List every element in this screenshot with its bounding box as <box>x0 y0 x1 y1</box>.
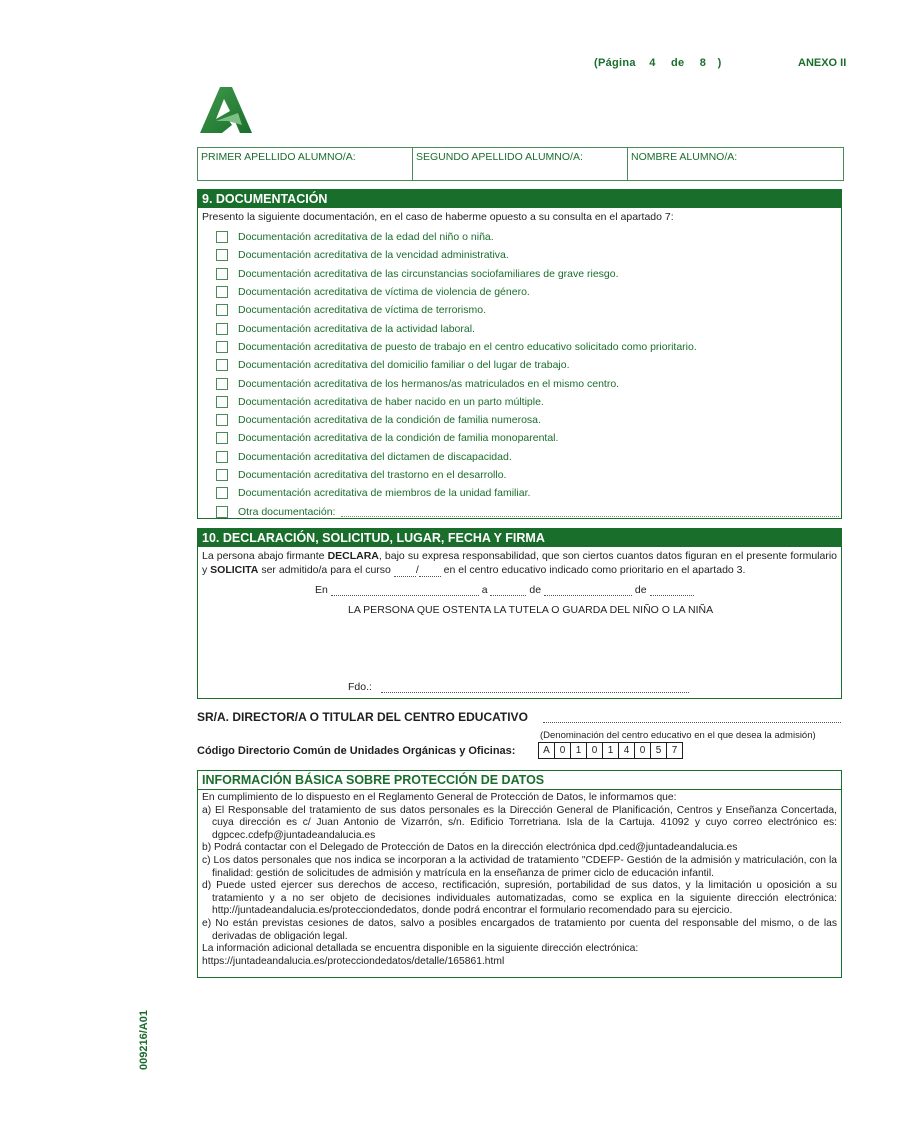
checkbox[interactable] <box>216 378 228 390</box>
otra-documentacion-label: Otra documentación: <box>238 505 336 518</box>
list-item <box>198 338 841 356</box>
proteccion-body <box>198 790 841 972</box>
student-name-fields <box>197 147 844 181</box>
code-char: A <box>539 743 555 758</box>
segundo-apellido-field[interactable] <box>413 148 628 180</box>
code-char: 7 <box>671 745 678 756</box>
checkbox[interactable] <box>216 249 228 261</box>
lugar-fecha-row <box>315 584 694 596</box>
list-item <box>198 411 841 429</box>
page-total: 8 <box>699 57 707 69</box>
checkbox[interactable] <box>216 487 228 499</box>
curso-slash: / <box>415 564 419 576</box>
dia-input[interactable] <box>490 595 526 596</box>
documentacion-list <box>198 228 841 521</box>
list-item-label: Documentación acreditativa de la edad del niño o niña. <box>238 231 494 244</box>
anio-input[interactable] <box>650 595 694 596</box>
primer-apellido-label: PRIMER APELLIDO ALUMNO/A: <box>201 151 356 163</box>
list-item-label: Documentación acreditativa de la actividad laboral. <box>238 322 475 335</box>
primer-apellido-field[interactable] <box>198 148 413 180</box>
list-item-label: Documentación acreditativa de miembros de la unidad familiar. <box>238 487 531 500</box>
code-char: 1 <box>603 743 619 758</box>
code-char: 0 <box>555 743 571 758</box>
solicita-bold: SOLICITA <box>210 564 259 576</box>
code-char: 4 <box>619 743 635 758</box>
checkbox[interactable] <box>216 506 228 518</box>
list-item <box>198 319 841 337</box>
section-declaracion <box>197 528 842 699</box>
nombre-label: NOMBRE ALUMNO/A: <box>631 151 738 163</box>
page-suffix: ) <box>717 57 722 69</box>
proteccion-item: c) Los datos personales que nos indica se incorporan a la actividad de tratamiento "CDEFP- Gestión de la admisión y matriculación, con la finalidad: gestión de solicitudes de admisión y matrícula en la enseñanza de primer ciclo de educación infantil. <box>202 854 837 879</box>
documentacion-intro: Presento la siguiente documentación, en el caso de haberme opuesto a su consulta en el apartado 7: <box>202 211 674 223</box>
tutela-label: LA PERSONA QUE OSTENTA LA TUTELA O GUARDA DEL NIÑO O LA NIÑA <box>348 604 714 616</box>
list-item-label: Documentación acreditativa de la condición de familia numerosa. <box>238 414 541 427</box>
firma-input[interactable] <box>381 692 689 693</box>
page-number: 4 <box>649 57 656 69</box>
list-item <box>198 356 841 374</box>
code-char: 0 <box>587 743 603 758</box>
nombre-field[interactable] <box>628 148 843 180</box>
list-item-label: Documentación acreditativa de la vencidad administrativa. <box>238 249 509 262</box>
list-item <box>198 265 841 283</box>
section-documentacion <box>197 189 842 519</box>
list-item-label: Documentación acreditativa de la condición de familia monoparental. <box>238 432 559 445</box>
en-label: En <box>315 584 328 596</box>
decl-text-4: en el centro educativo indicado como prioritario en el apartado 3. <box>440 564 746 576</box>
proteccion-intro: En cumplimiento de lo dispuesto en el Reglamento General de Protección de Datos, le informamos que: <box>202 792 677 803</box>
code-char: 1 <box>571 743 587 758</box>
list-item <box>198 228 841 246</box>
code-char: 0 <box>635 743 651 758</box>
centro-educativo-input[interactable] <box>543 722 841 723</box>
mes-input[interactable] <box>544 595 632 596</box>
list-item <box>198 429 841 447</box>
list-item <box>198 466 841 484</box>
list-item-label: Documentación acreditativa de las circunstancias sociofamiliares de grave riesgo. <box>238 267 619 280</box>
checkbox[interactable] <box>216 231 228 243</box>
otra-documentacion-input[interactable] <box>341 506 839 517</box>
section-10-title: 10. DECLARACIÓN, SOLICITUD, LUGAR, FECHA Y FIRMA <box>198 529 841 547</box>
decl-text-3: ser admitido/a para el curso <box>258 564 394 576</box>
codigo-directorio-boxes <box>538 742 683 759</box>
proteccion-url-link[interactable]: https://juntadeandalucia.es/protecciondedatos/detalle/165861.html <box>202 955 505 967</box>
lugar-input[interactable] <box>331 595 479 596</box>
checkbox[interactable] <box>216 451 228 463</box>
curso-start-input[interactable] <box>394 576 416 577</box>
declaracion-text <box>198 547 841 579</box>
list-item <box>198 484 841 502</box>
checkbox[interactable] <box>216 359 228 371</box>
list-item-label: Documentación acreditativa de puesto de trabajo en el centro educativo solicitado como prioritario. <box>238 340 697 353</box>
junta-andalucia-logo-icon <box>198 85 256 137</box>
checkbox[interactable] <box>216 304 228 316</box>
curso-end-input[interactable] <box>419 576 441 577</box>
checkbox[interactable] <box>216 432 228 444</box>
denominacion-note: (Denominación del centro educativo en el que desea la admisión) <box>540 730 816 741</box>
checkbox[interactable] <box>216 469 228 481</box>
list-item-label: Documentación acreditativa de los hermanos/as matriculados en el mismo centro. <box>238 377 620 390</box>
decl-text-1: La persona abajo firmante <box>202 550 328 562</box>
anexo-label: ANEXO II <box>798 57 847 69</box>
code-char: 5 <box>651 743 667 758</box>
list-item-label: Documentación acreditativa del domicilio familiar o del lugar de trabajo. <box>238 359 570 372</box>
section-proteccion-datos <box>197 770 842 978</box>
form-code: 009216/A01 <box>138 1010 150 1070</box>
firma-row <box>348 681 689 693</box>
checkbox[interactable] <box>216 341 228 353</box>
list-item <box>198 301 841 319</box>
segundo-apellido-label: SEGUNDO APELLIDO ALUMNO/A: <box>416 151 583 163</box>
list-item <box>198 448 841 466</box>
proteccion-item: a) El Responsable del tratamiento de sus datos personales es la Dirección General de Planificación, Centros y Enseñanza Concertada, cuya dirección es c/ Juan Antonio de Vizarrón, s/n. Edificio Torretriana. Isla de la Cartuja. 41092 y cuyo correo electrónico es: dgpcec.cdefp@juntadeandalucia.es <box>202 804 837 841</box>
decl-text-2: , bajo su expresa responsabilidad, que son ciertos cuantos datos figuran en el presente formulario y <box>202 550 838 576</box>
list-item-label: Documentación acreditativa de víctima de violencia de género. <box>238 286 530 299</box>
otra-documentacion-item <box>198 502 841 520</box>
checkbox[interactable] <box>216 414 228 426</box>
section-9-title: 9. DOCUMENTACIÓN <box>198 190 841 208</box>
list-item <box>198 283 841 301</box>
proteccion-adicional: La información adicional detallada se encuentra disponible en la siguiente dirección electrónica: <box>202 943 639 955</box>
director-label: SR/A. DIRECTOR/A O TITULAR DEL CENTRO EDUCATIVO <box>197 710 528 724</box>
checkbox[interactable] <box>216 323 228 335</box>
proteccion-item: b) Podrá contactar con el Delegado de Protección de Datos en la dirección electrónica dpd.ced@juntadeandalucia.es <box>202 842 738 854</box>
checkbox[interactable] <box>216 396 228 408</box>
a-label: a <box>481 584 488 596</box>
list-item <box>198 246 841 264</box>
proteccion-item: d) Puede usted ejercer sus derechos de acceso, rectificación, supresión, portabilidad de sus datos, y la limitación u oposición a su tratamiento y a no ser objeto de decisiones individuales automatizadas, como se explica en la siguiente dirección electrónica: http://juntadeandalucia.es/protecciondedatos, donde podrá encontrar el formulario recomendado para su ejercicio. <box>202 880 837 917</box>
list-item <box>198 393 841 411</box>
list-item-label: Documentación acreditativa de víctima de terrorismo. <box>238 304 487 317</box>
checkbox[interactable] <box>216 286 228 298</box>
declara-bold: DECLARA <box>327 550 379 562</box>
proteccion-title: INFORMACIÓN BÁSICA SOBRE PROTECCIÓN DE DATOS <box>198 771 841 790</box>
list-item-label: Documentación acreditativa del trastorno en el desarrollo. <box>238 469 507 481</box>
checkbox[interactable] <box>216 268 228 280</box>
de-label-1: de <box>529 584 542 596</box>
de-label-2: de <box>634 584 647 596</box>
list-item-label: Documentación acreditativa del dictamen de discapacidad. <box>238 450 512 463</box>
proteccion-item: e) No están previstas cesiones de datos, salvo a posibles encargados de tratamiento por cuenta del responsable del mismo, o de las derivadas de obligación legal. <box>202 917 837 942</box>
codigo-directorio-label: Código Directorio Común de Unidades Orgánicas y Oficinas: <box>197 745 516 757</box>
page-prefix: (Página <box>594 57 636 69</box>
page-de: de <box>670 57 685 69</box>
fdo-label: Fdo.: <box>348 681 372 693</box>
list-item <box>198 374 841 392</box>
page-indicator <box>594 57 722 69</box>
list-item-label: Documentación acreditativa de haber nacido en un parto múltiple. <box>238 395 544 408</box>
